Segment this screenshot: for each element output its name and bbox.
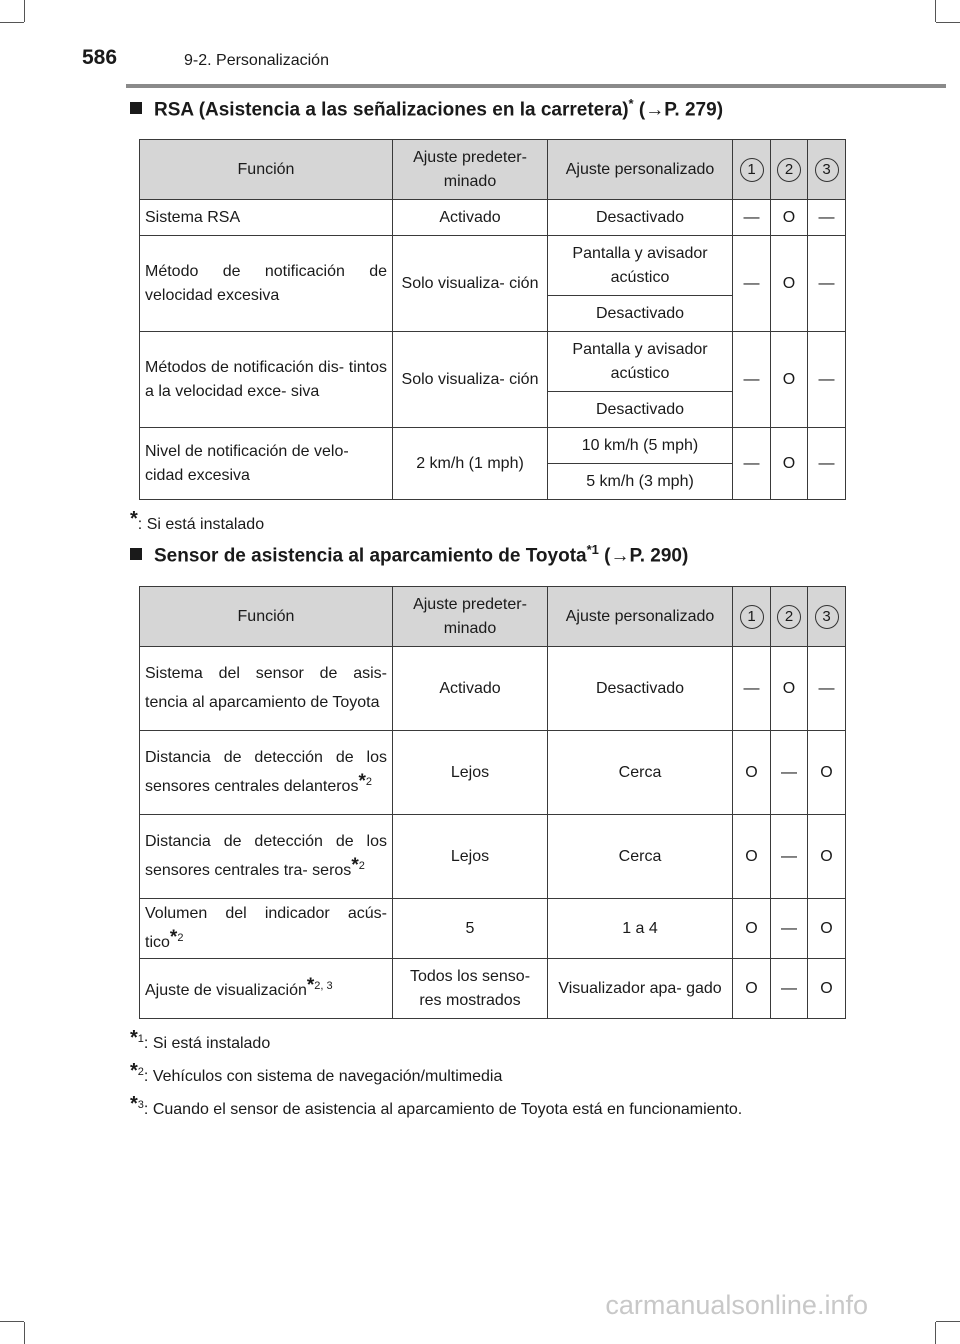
header-method-3: [808, 587, 846, 647]
arrow-right-icon: →: [610, 545, 630, 567]
footnote-num: 3: [137, 1099, 144, 1111]
header-default: Ajuste predeter- minado: [393, 140, 548, 200]
parking-page-ref[interactable]: P. 290: [629, 545, 682, 567]
table-row: [140, 647, 846, 731]
cell-funcion-text: Volumen del indicador acús- tico: [145, 905, 387, 951]
cell-funcion-text: Sistema del sensor de asis- tencia al aparcamiento de Toyota: [145, 665, 387, 711]
cell-funcion-star: *: [351, 855, 359, 876]
table-header-row: [140, 140, 846, 200]
cell-method-2: O: [771, 332, 808, 428]
cell-funcion-star: *: [169, 927, 178, 948]
rsa-title-star: *: [628, 96, 634, 111]
cell-funcion: [140, 731, 393, 815]
cell-funcion-sup: 2: [177, 932, 184, 944]
footnote-num: 1: [137, 1033, 144, 1045]
cell-default: Activado: [393, 200, 548, 236]
cell-custom: Cerca: [548, 815, 733, 899]
rsa-footnote: [130, 508, 264, 534]
table-row: [140, 959, 846, 1019]
crop-mark: [936, 1321, 960, 1322]
footnote-text: : Cuando el sensor de asistencia al aparcamiento de Toyota está en funcionamiento.: [143, 1101, 743, 1118]
section-title: 9-2. Personalización: [184, 52, 329, 69]
cell-method-2: O: [771, 236, 808, 332]
cell-funcion-text: Distancia de detección de los sensores centrales delanteros: [145, 749, 387, 795]
cell-default: 5: [393, 899, 548, 959]
cell-method-1: O: [733, 815, 771, 899]
cell-default: Solo visualiza- ción: [393, 332, 548, 428]
cell-funcion-star: *: [306, 975, 315, 996]
cell-custom: Desactivado: [548, 647, 733, 731]
rsa-heading: RSA (Asistencia a las señalizaciones en la carretera)* (→P. 279): [130, 96, 723, 121]
cell-custom-b: 5 km/h (3 mph): [548, 464, 733, 500]
circled-2-icon: 2: [777, 158, 801, 182]
cell-funcion-text: Ajuste de visualización: [145, 982, 307, 999]
cell-funcion: [140, 959, 393, 1019]
cell-funcion-star: *: [358, 771, 366, 792]
parking-footnote-3: [130, 1093, 742, 1119]
cell-custom: Visualizador apa- gado: [548, 959, 733, 1019]
cell-method-2: —: [771, 959, 808, 1019]
header-funcion: Función: [140, 587, 393, 647]
header-method-3: [808, 140, 846, 200]
crop-mark: [935, 1322, 936, 1344]
cell-method-1: —: [733, 236, 771, 332]
cell-default: Todos los senso- res mostrados: [393, 959, 548, 1019]
cell-custom-a: Pantalla y avisador acústico: [548, 332, 733, 392]
page-number: 586: [82, 46, 118, 69]
parking-footnote-1: [130, 1027, 270, 1053]
cell-method-3: —: [808, 236, 846, 332]
footnote-star: *: [130, 1060, 138, 1082]
footnote-num: 2: [137, 1066, 144, 1078]
rsa-title: RSA (Asistencia a las señalizaciones en la carretera): [154, 99, 629, 121]
circled-1-icon: 1: [740, 158, 764, 182]
cell-method-2: O: [771, 428, 808, 500]
crop-mark: [936, 22, 960, 23]
parking-title-sup: 1: [591, 542, 599, 557]
cell-default: Solo visualiza- ción: [393, 236, 548, 332]
cell-funcion: Métodos de notificación dis- tintos a la velocidad exce- siva: [140, 332, 393, 428]
table-row: [140, 332, 846, 392]
cell-custom-b: Desactivado: [548, 392, 733, 428]
header-funcion: Función: [140, 140, 393, 200]
crop-mark: [0, 1321, 24, 1322]
cell-method-3: —: [808, 200, 846, 236]
cell-funcion-text: Distancia de detección de los sensores centrales tra- seros: [145, 833, 387, 879]
header-method-1: [733, 587, 771, 647]
parking-table: [139, 586, 846, 1019]
cell-funcion: Sistema RSA: [140, 200, 393, 236]
table-header-row: [140, 587, 846, 647]
cell-method-3: —: [808, 428, 846, 500]
cell-method-3: O: [808, 731, 846, 815]
cell-funcion: [140, 899, 393, 959]
cell-custom: Desactivado: [548, 200, 733, 236]
header-rule: [126, 84, 946, 88]
header-method-1: [733, 140, 771, 200]
footnote-text: : Si está instalado: [137, 516, 265, 533]
table-row: [140, 428, 846, 464]
table-row: [140, 200, 846, 236]
cell-method-2: —: [771, 815, 808, 899]
footnote-star: *: [130, 508, 138, 530]
crop-mark: [0, 22, 24, 23]
cell-default: 2 km/h (1 mph): [393, 428, 548, 500]
parking-title: Sensor de asistencia al aparcamiento de Toyota: [154, 545, 587, 567]
square-bullet-icon: [130, 548, 142, 560]
parking-title-star: *: [586, 542, 592, 557]
cell-funcion: [140, 815, 393, 899]
cell-method-1: O: [733, 959, 771, 1019]
footnote-star: *: [130, 1093, 138, 1115]
header-default: Ajuste predeter- minado: [393, 587, 548, 647]
cell-custom: 1 a 4: [548, 899, 733, 959]
footnote-star: *: [130, 1027, 138, 1049]
table-row: [140, 731, 846, 815]
cell-custom-b: Desactivado: [548, 296, 733, 332]
table-row: [140, 899, 846, 959]
cell-method-2: O: [771, 200, 808, 236]
cell-method-1: —: [733, 200, 771, 236]
cell-method-3: —: [808, 647, 846, 731]
cell-funcion: Nivel de notificación de velo- cidad excesiva: [140, 428, 393, 500]
cell-default: Lejos: [393, 731, 548, 815]
cell-method-2: —: [771, 899, 808, 959]
cell-default: Lejos: [393, 815, 548, 899]
cell-funcion-sup: 2, 3: [314, 980, 333, 992]
crop-mark: [24, 1322, 25, 1344]
cell-method-3: O: [808, 815, 846, 899]
header-custom: Ajuste personalizado: [548, 587, 733, 647]
cell-custom-a: 10 km/h (5 mph): [548, 428, 733, 464]
arrow-right-icon: →: [645, 99, 665, 121]
cell-funcion-sup: 2: [358, 860, 365, 872]
cell-method-1: O: [733, 899, 771, 959]
rsa-table: [139, 139, 846, 500]
circled-1-icon: 1: [740, 605, 764, 629]
cell-method-3: —: [808, 332, 846, 428]
cell-method-1: —: [733, 428, 771, 500]
footnote-text: : Si está instalado: [143, 1035, 271, 1052]
watermark: carmanualsonline.info: [605, 1290, 868, 1320]
circled-3-icon: 3: [815, 605, 839, 629]
parking-heading: Sensor de asistencia al aparcamiento de Toyota$^{*1}$ (→P. 290): [130, 542, 688, 567]
cell-method-3: O: [808, 899, 846, 959]
cell-method-2: —: [771, 731, 808, 815]
cell-funcion: [140, 647, 393, 731]
cell-custom-a: Pantalla y avisador acústico: [548, 236, 733, 296]
circled-2-icon: 2: [777, 605, 801, 629]
cell-method-1: O: [733, 731, 771, 815]
rsa-page-ref[interactable]: P. 279: [664, 99, 717, 121]
cell-funcion-sup: 2: [365, 776, 372, 788]
cell-funcion: Método de notificación de velocidad excesiva: [140, 236, 393, 332]
cell-default: Activado: [393, 647, 548, 731]
cell-method-1: —: [733, 332, 771, 428]
cell-method-2: O: [771, 647, 808, 731]
header-method-2: [771, 587, 808, 647]
crop-mark: [24, 0, 25, 22]
parking-footnote-2: [130, 1060, 502, 1086]
table-row: [140, 236, 846, 296]
circled-3-icon: 3: [815, 158, 839, 182]
square-bullet-icon: [130, 102, 142, 114]
table-row: [140, 815, 846, 899]
footnote-text: : Vehículos con sistema de navegación/multimedia: [143, 1068, 503, 1085]
header-custom: Ajuste personalizado: [548, 140, 733, 200]
header-method-2: [771, 140, 808, 200]
cell-method-1: —: [733, 647, 771, 731]
cell-method-3: O: [808, 959, 846, 1019]
crop-mark: [935, 0, 936, 22]
cell-custom: Cerca: [548, 731, 733, 815]
